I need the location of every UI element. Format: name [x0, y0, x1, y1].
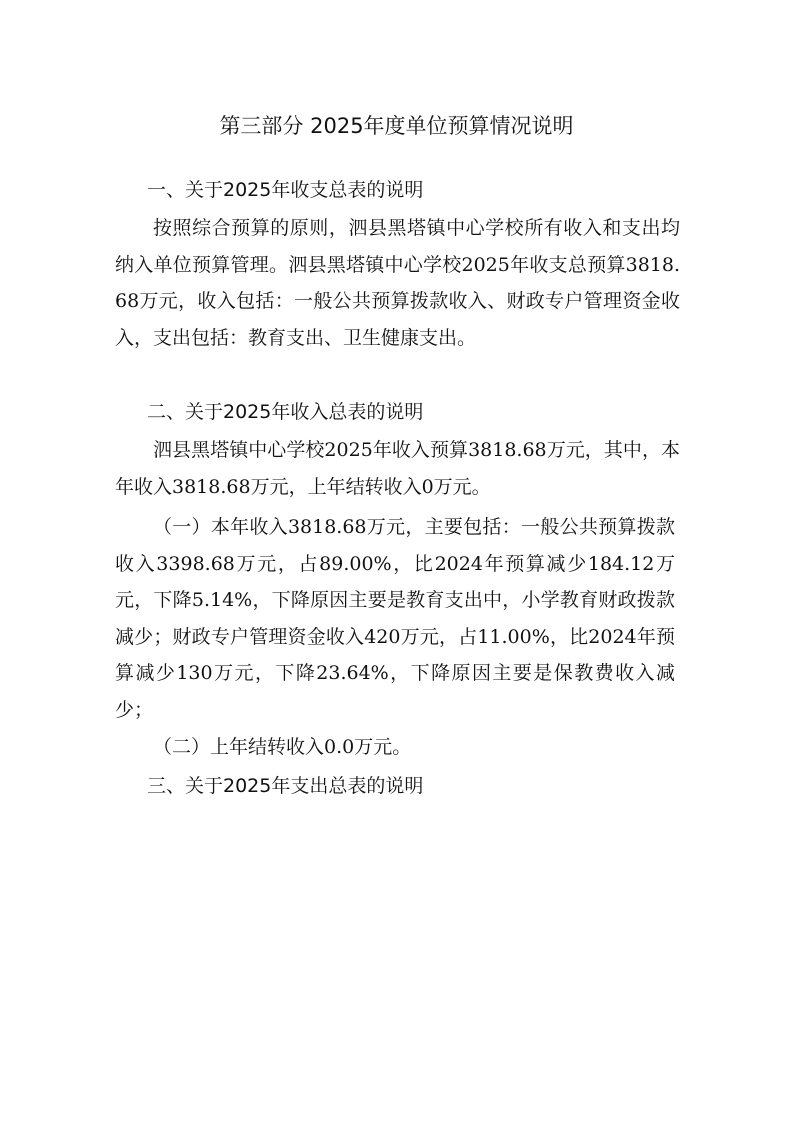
section-2-paragraph-1: 泗县黑塔镇中心学校2025年收入预算3818.68万元，其中，本年收入3818.68万元，上年结转收入0万元。 [115, 439, 680, 498]
section-2-paragraph-2: （一）本年收入3818.68万元，主要包括：一般公共预算拨款收入3398.68万元，占89.00%，比2024年预算减少184.12万元，下降5.14%，下降原因主要是教育支出中，小学教育财政拨款减少；财政专户管理资金收入420万元，占11.00%，比2024年预算减少130万元，下降23.64%，下降原因主要是保教费收入减少； [115, 516, 675, 721]
section-heading-1: 一、关于2025年收支总表的说明 [147, 179, 424, 201]
section-heading-3: 三、关于2025年支出总表的说明 [147, 775, 424, 797]
section-1-paragraph-1: 按照综合预算的原则，泗县黑塔镇中心学校所有收入和支出均纳入单位预算管理。泗县黑塔镇中心学校2025年收支总预算3818.68万元，收入包括：一般公共预算拨款收入、财政专户管理资金收入，支出包括：教育支出、卫生健康支出。 [115, 217, 680, 349]
document-title: 第三部分 2025年度单位预算情况说明 [219, 114, 574, 138]
section-2-paragraph-3: （二）上年结转收入0.0万元。 [153, 736, 412, 758]
section-heading-2: 二、关于2025年收入总表的说明 [147, 401, 424, 423]
